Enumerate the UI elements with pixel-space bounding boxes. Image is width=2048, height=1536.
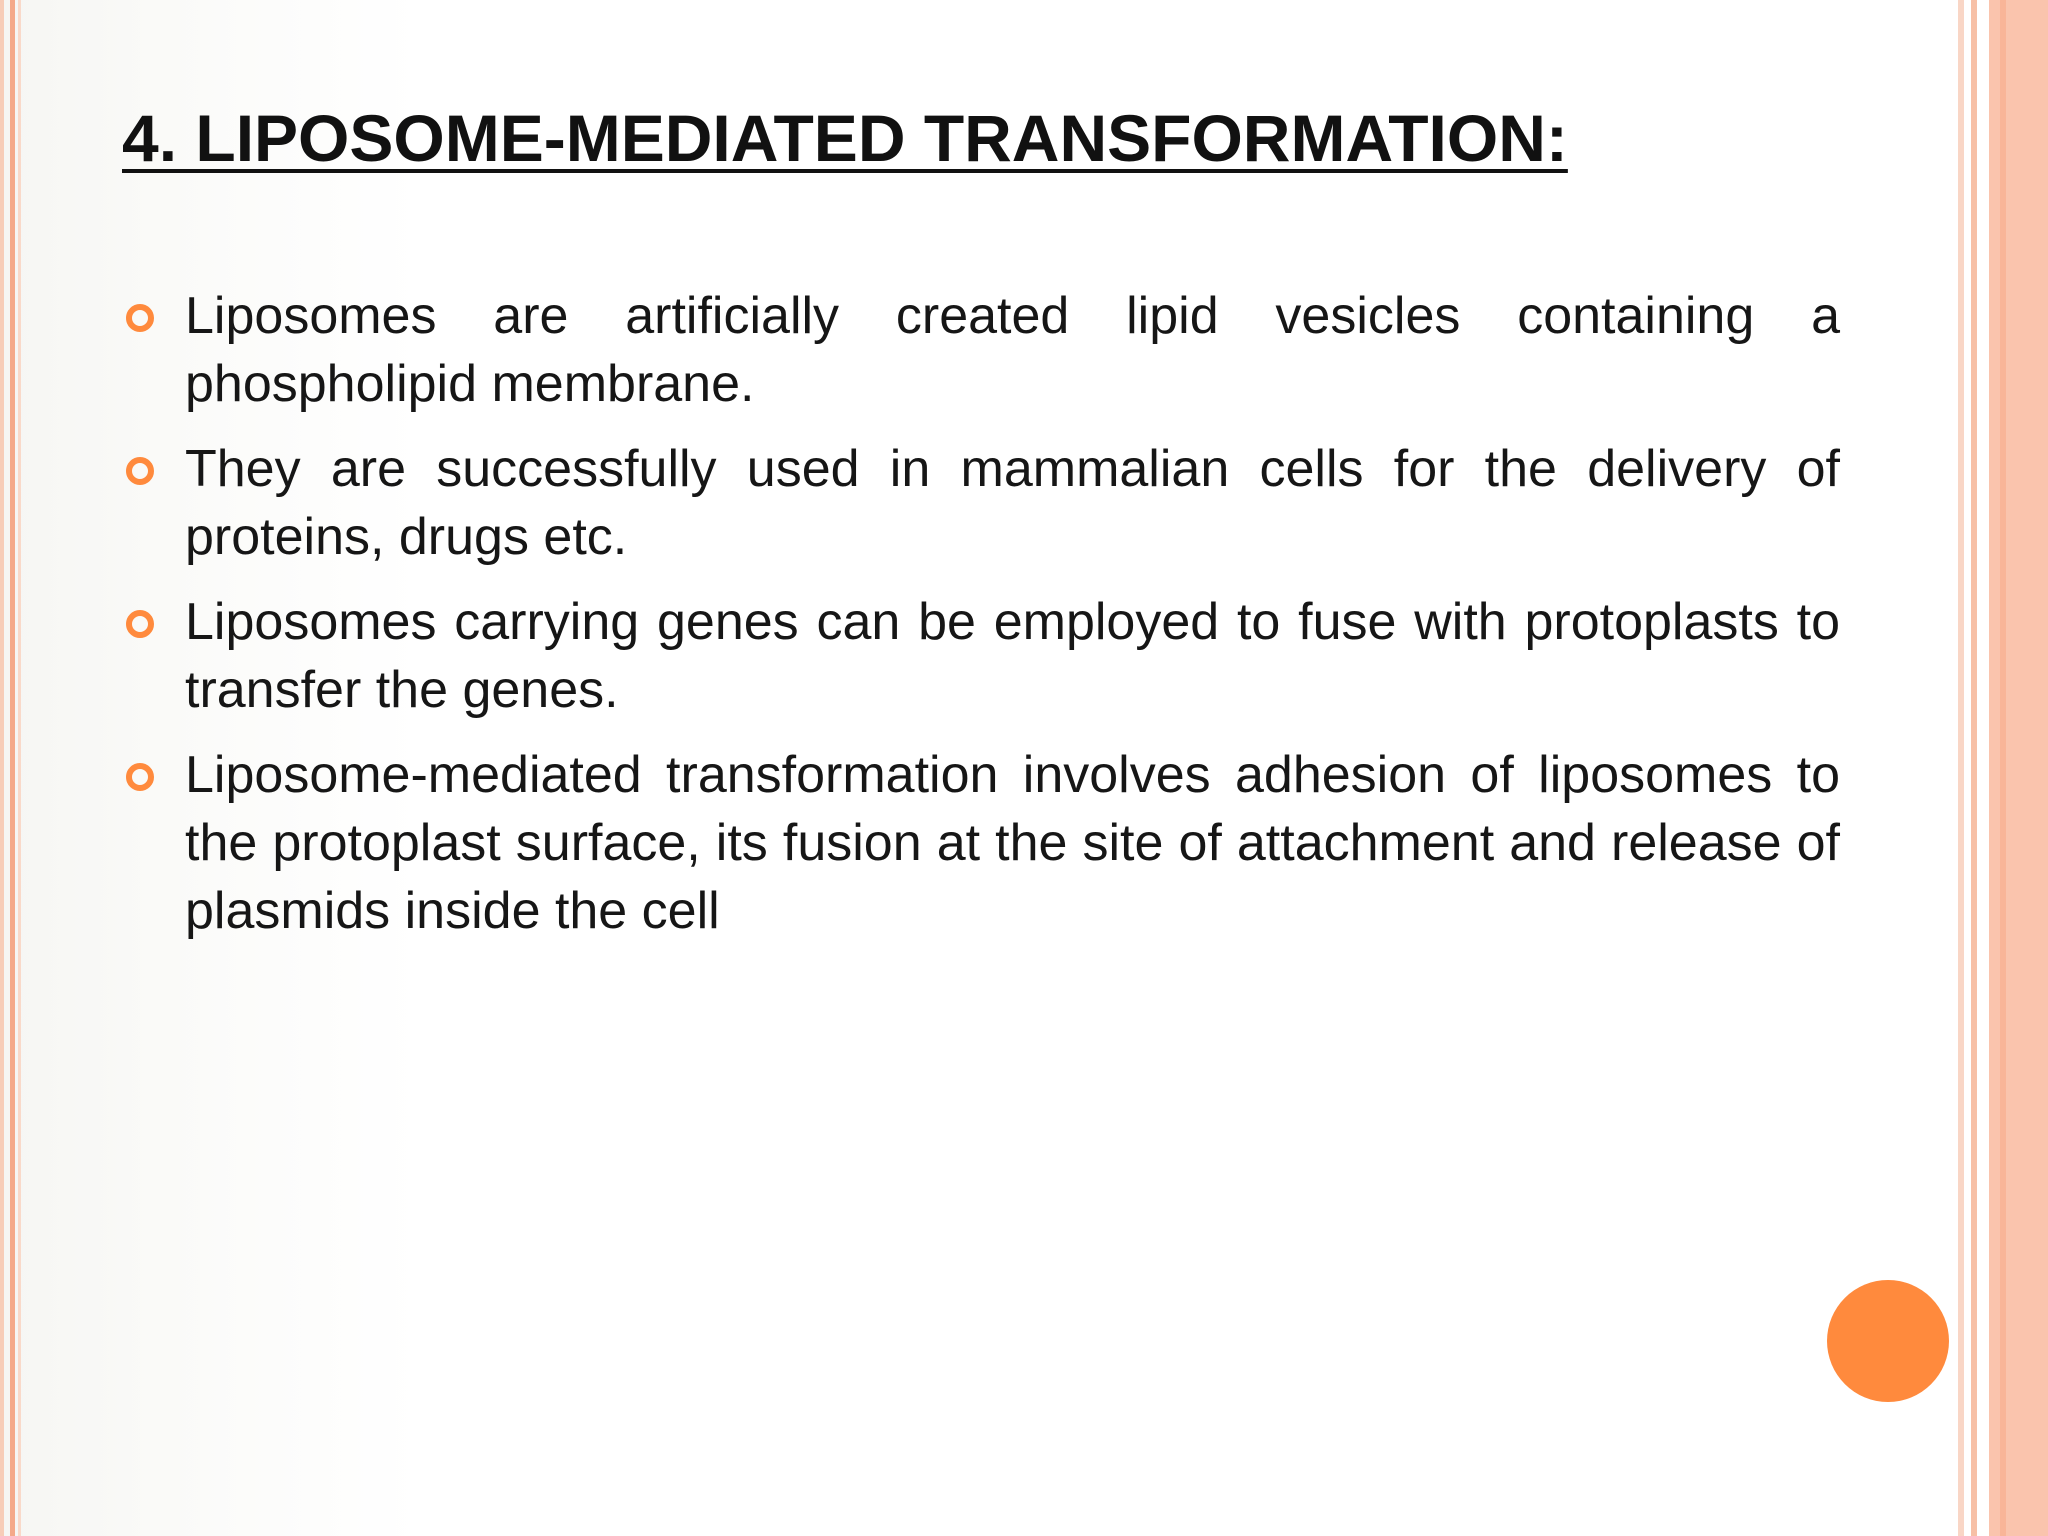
bullet-text: Liposomes are artificially created lipid vesicles containing a phospholipid membrane. [185, 287, 1840, 413]
bullet-text: Liposomes carrying genes can be employed to fuse with protoplasts to transfer the genes. [185, 593, 1840, 719]
left-border-line [18, 0, 21, 1536]
bullet-item [124, 741, 1840, 945]
bullet-item [124, 435, 1840, 571]
left-border-line [0, 0, 4, 1536]
right-border-band [1958, 0, 1964, 1536]
left-border-line [10, 0, 15, 1536]
bullet-text: Liposome-mediated transformation involves adhesion of liposomes to the protoplast surface, its fusion at the site of attachment and release of plasmids inside the cell [185, 746, 1840, 940]
bullet-item [124, 282, 1840, 418]
right-border-band [1989, 0, 2048, 1536]
hollow-circle-bullet-icon [126, 457, 154, 485]
slide-title: 4. LIPOSOME-MEDIATED TRANSFORMATION: [122, 101, 1568, 175]
bullet-list [124, 282, 1840, 962]
bullet-item [124, 588, 1840, 724]
bullet-text: They are successfully used in mammalian cells for the delivery of proteins, drugs etc. [185, 440, 1840, 566]
hollow-circle-bullet-icon [126, 304, 154, 332]
hollow-circle-bullet-icon [126, 763, 154, 791]
orange-circle-decoration-icon [1827, 1280, 1949, 1402]
hollow-circle-bullet-icon [126, 610, 154, 638]
right-border-band [1977, 0, 1989, 1536]
right-border-band [2000, 0, 2006, 1536]
